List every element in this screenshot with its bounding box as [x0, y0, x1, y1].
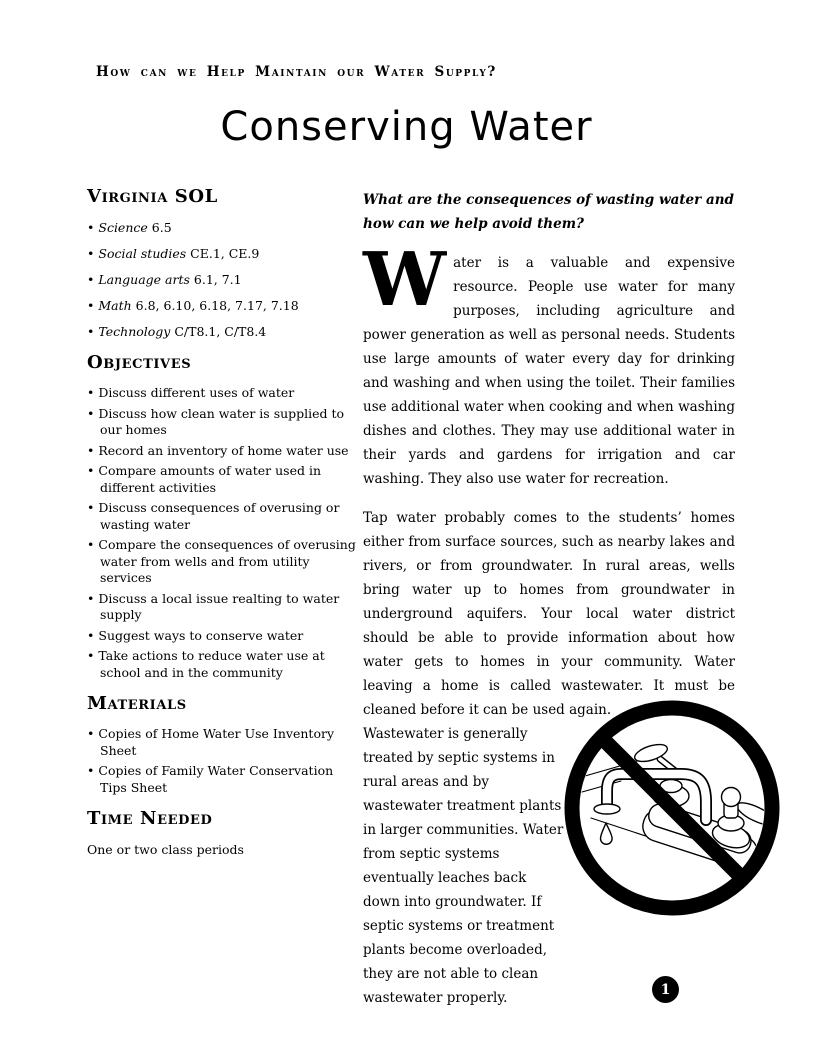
- sol-codes: 6.8, 6.10, 6.18, 7.17, 7.18: [131, 298, 299, 313]
- bullet-icon: •: [87, 405, 95, 421]
- material-item: [87, 726, 359, 759]
- objective-text: Take actions to reduce water use at school and in the community: [98, 648, 325, 680]
- page-kicker: How can we Help Maintain our Water Supply?: [96, 64, 497, 80]
- objective-text: Compare the consequences of overusing water from wells and from utility services: [98, 537, 356, 585]
- water-drop-icon: [601, 823, 613, 844]
- no-dripping-faucet-illustration: [563, 690, 781, 935]
- objective-item: [87, 628, 359, 645]
- wastewater-paragraph: Wastewater is generally treated by septic systems in rural areas and by wastewater treatment plants in larger communities. Water from septic systems eventually leaches back down into groundwater. If septic systems or treatment plants become overloaded, they are not able to clean wastewater properly.: [363, 726, 564, 1006]
- objective-item: [87, 463, 359, 496]
- objective-item: [87, 500, 359, 533]
- objective-item: [87, 648, 359, 681]
- bullet-icon: •: [87, 500, 95, 515]
- materials-list: [87, 726, 359, 796]
- sol-codes: 6.5: [147, 220, 172, 235]
- sol-codes: C/T8.1, C/T8.4: [170, 324, 267, 339]
- sol-subject: Technology: [98, 324, 171, 339]
- bullet-icon: •: [87, 537, 95, 552]
- sol-list-item: [87, 245, 359, 262]
- sidebar-heading-materials: Materials: [87, 693, 187, 714]
- bullet-icon: •: [87, 324, 95, 339]
- objective-text: Discuss how clean water is supplied to our homes: [98, 405, 345, 437]
- intro-paragraph-text: ater is a valuable and expensive resource. People use water for many purposes, including agriculture and power generation as well as personal needs. Students use large amounts of water every day for drinking and washing and when using the toilet. Their families use additional water when cooking and when washing dishes and clothes. They may use additional water in their yards and gardens for irrigation and car washing. They also use water for recreation.: [363, 255, 735, 487]
- objective-item: [87, 406, 359, 439]
- bullet-icon: •: [87, 385, 95, 400]
- sol-list-item: [87, 323, 359, 340]
- sol-subject: Math: [98, 298, 132, 313]
- page-number: 1: [660, 981, 671, 998]
- objective-item: [87, 591, 359, 624]
- tap-water-paragraph: Tap water probably comes to the students’ homes either from surface sources, such as nearby lakes and rivers, or from groundwater. In rural areas, wells bring water up to homes from groundwater in underground aquifers. Your local water district should be able to provide information about how water gets to homes in your community. Water leaving a home is called wastewater. It must be cleaned before it can be used again.: [363, 510, 735, 718]
- objective-text: Discuss different uses of water: [98, 385, 295, 400]
- sol-subject: Science: [98, 220, 148, 235]
- objective-text: Suggest ways to conserve water: [98, 627, 304, 643]
- sol-list: [87, 219, 359, 340]
- intro-paragraph: [363, 237, 735, 491]
- bullet-icon: •: [87, 763, 95, 778]
- material-item: [87, 763, 359, 796]
- bullet-icon: •: [87, 220, 95, 235]
- sol-codes: 6.1, 7.1: [189, 272, 242, 287]
- sol-codes: CE.1, CE.9: [186, 246, 260, 261]
- sol-subject: Social studies: [98, 246, 187, 261]
- sol-list-item: [87, 297, 359, 314]
- objective-text: Record an inventory of home water use: [98, 442, 349, 458]
- sol-subject: Language arts: [98, 272, 190, 287]
- objectives-list: [87, 385, 359, 681]
- bullet-icon: •: [87, 726, 95, 741]
- objective-text: Discuss consequences of overusing or wasting water: [98, 500, 340, 532]
- bullet-icon: •: [87, 627, 95, 643]
- material-text: Copies of Home Water Use Inventory Sheet: [98, 726, 335, 758]
- bullet-icon: •: [87, 272, 95, 287]
- objective-item: [87, 385, 359, 402]
- sol-list-item: [87, 271, 359, 288]
- bullet-icon: •: [87, 246, 95, 261]
- bullet-icon: •: [87, 590, 95, 606]
- sol-list-item: [87, 219, 359, 236]
- dropcap-letter: W: [363, 237, 447, 323]
- objective-item: [87, 537, 359, 587]
- sidebar-heading-virginia-sol: Virginia SOL: [87, 186, 218, 207]
- sidebar: [87, 188, 359, 858]
- page-title: Conserving Water: [220, 104, 593, 150]
- right-handle-knob: [722, 788, 741, 807]
- prohibition-slash-icon: [601, 737, 743, 879]
- bullet-icon: •: [87, 298, 95, 313]
- page-number-badge: [652, 976, 679, 1003]
- bullet-icon: •: [87, 442, 95, 458]
- time-needed-text: One or two class periods: [87, 842, 244, 857]
- objective-text: Discuss a local issue realting to water supply: [98, 590, 340, 622]
- objective-item: [87, 443, 359, 460]
- spout-flange: [594, 804, 620, 814]
- bullet-icon: •: [87, 463, 95, 478]
- material-text: Copies of Family Water Conservation Tips Sheet: [98, 763, 334, 795]
- objective-text: Compare amounts of water used in different activities: [98, 463, 321, 495]
- bullet-icon: •: [87, 648, 95, 663]
- sidebar-heading-objectives: Objectives: [87, 352, 192, 373]
- no-dripping-faucet-svg: [563, 690, 781, 935]
- lead-question: What are the consequences of wasting water and how can we help avoid them?: [363, 192, 734, 232]
- sidebar-heading-time-needed: Time Needed: [87, 808, 213, 829]
